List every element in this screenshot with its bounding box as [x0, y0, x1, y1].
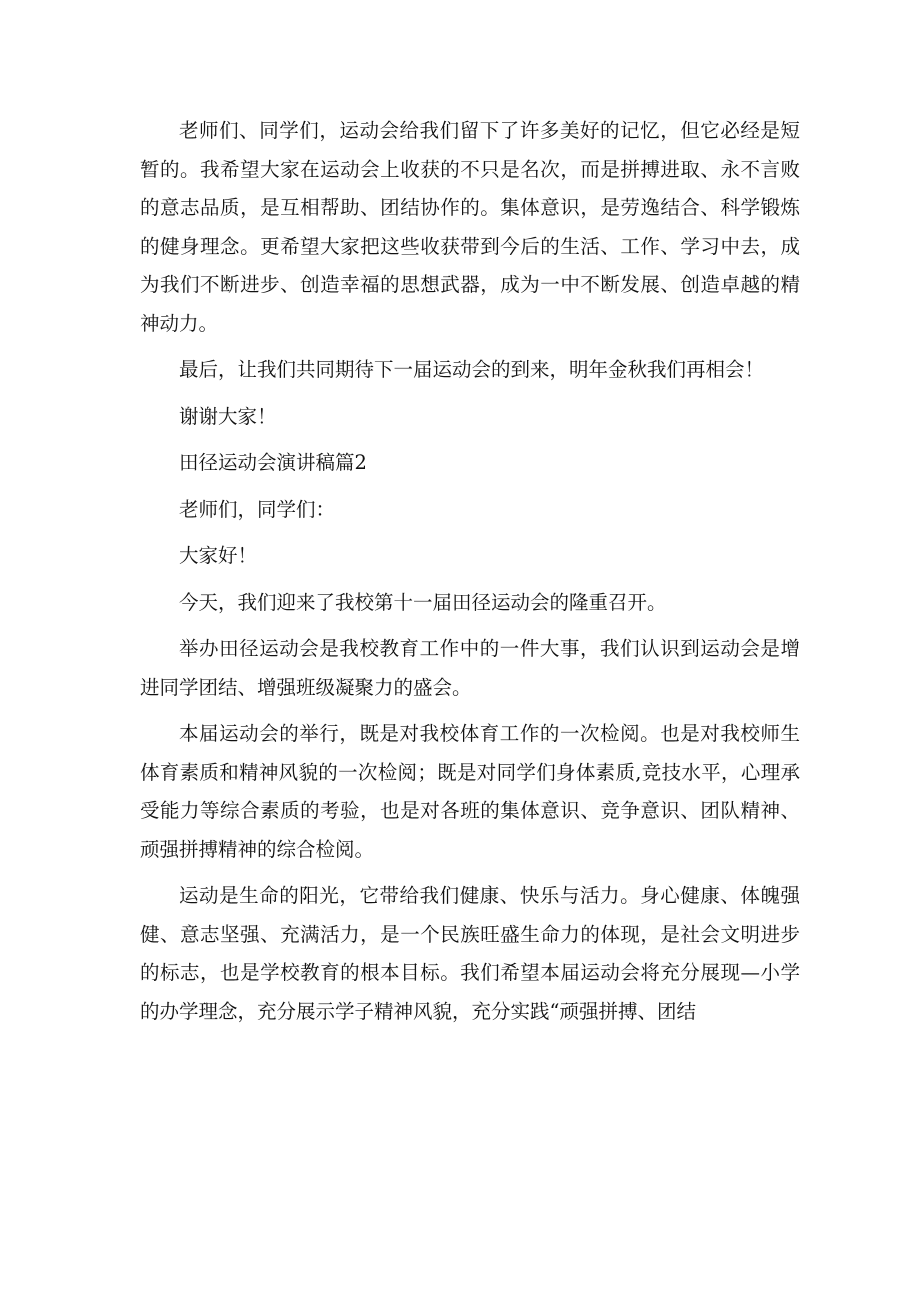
paragraph-review: 本届运动会的举行，既是对我校体育工作的一次检阅。也是对我校师生体育素质和精神风貌的一次检阅；既是对同学们身体素质,竞技水平，心理承受能力等综合素质的考验，也是对各班的集体意识、竞争意识、团队精神、顽强拼搏精神的综合检阅。	[140, 722, 800, 861]
paragraph-closing-remarks: 老师们、同学们，运动会给我们留下了许多美好的记忆，但它必经是短暂的。我希望大家在运动会上收获的不只是名次，而是拼搏进取、永不言败的意志品质，是互相帮助、团结协作的。集体意识，是劳逸结合、科学锻炼的健身理念。更希望大家把这些收获带到今后的生活、工作、学习中去，成为我们不断进步、创造幸福的思想武器，成为一中不断发展、创造卓越的精神动力。	[140, 119, 800, 335]
section-title-speech-2: 田径运动会演讲稿篇2	[179, 451, 367, 474]
paragraph-salutation: 老师们，同学们：	[179, 497, 336, 521]
paragraph-opening: 今天，我们迎来了我校第十一届田径运动会的隆重召开。	[179, 590, 667, 614]
document-body	[140, 112, 800, 1039]
paragraph-thanks: 谢谢大家！	[179, 404, 277, 428]
paragraph-greeting: 大家好！	[179, 544, 258, 567]
paragraph-significance: 举办田径运动会是我校教育工作中的一件大事，我们认识到运动会是增进同学团结、增强班级凝聚力的盛会。	[140, 637, 800, 699]
paragraph-sports-life: 运动是生命的阳光，它带给我们健康、快乐与活力。身心健康、体魄强健、意志坚强、充满活力，是一个民族旺盛生命力的体现，是社会文明进步的标志，也是学校教育的根本目标。我们希望本届运动会将充分展现—小学的办学理念，充分展示学子精神风貌，充分实践“顽强拼搏、团结	[140, 884, 800, 1023]
paragraph-next-meeting: 最后，让我们共同期待下一届运动会的到来，明年金秋我们再相会！	[179, 358, 765, 381]
